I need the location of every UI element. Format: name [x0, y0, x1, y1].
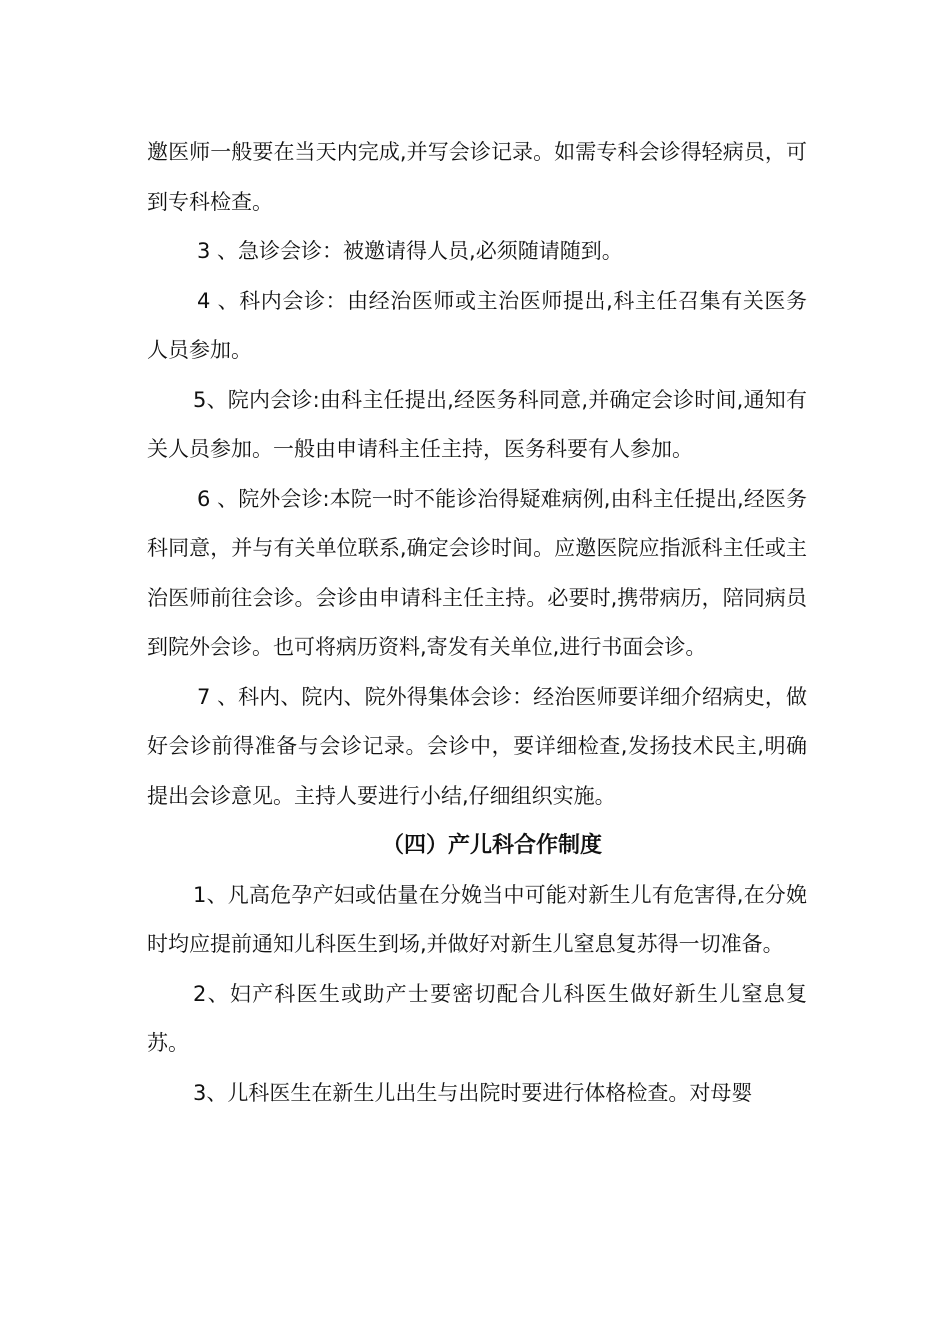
- paragraph-continuation: 邀医师一般要在当天内完成,并写会诊记录。如需专科会诊得轻病员，可到专科检查。: [147, 140, 807, 214]
- paragraph-external-consultation: 6 、院外会诊:本院一时不能诊治得疑难病例,由科主任提出,经医务科同意，并与有关单位联系,确定会诊时间。应邀医院应指派科主任或主治医师前往会诊。会诊由申请科主任主持。必要时,携带病历，陪同病员到院外会诊。也可将病历资料,寄发有关单位,进行书面会诊。: [147, 486, 807, 659]
- paragraph-physical-examination: 3、儿科医生在新生儿出生与出院时要进行体格检查。对母婴: [193, 1080, 753, 1105]
- document-body: [147, 128, 807, 1118]
- paragraph-emergency-consultation: 3 、急诊会诊：被邀请得人员,必须随请随到。: [197, 239, 623, 263]
- paragraph-department-consultation: 4 、科内会诊：由经治医师或主治医师提出,科主任召集有关医务人员参加。: [147, 288, 807, 362]
- paragraph-collective-consultation: 7 、科内、院内、院外得集体会诊：经治医师要详细介绍病史，做好会诊前得准备与会诊记录。会诊中，要详细检查,发扬技术民主,明确提出会诊意见。主持人要进行小结,仔细组织实施。: [147, 684, 807, 808]
- section-heading: （四）产儿科合作制度: [381, 833, 602, 858]
- paragraph-neonatal-resuscitation: 2、妇产科医生或助产士要密切配合儿科医生做好新生儿窒息复苏。: [147, 981, 807, 1055]
- paragraph-hospital-consultation: 5、院内会诊:由科主任提出,经医务科同意,并确定会诊时间,通知有关人员参加。一般由申请科主任主持，医务科要有人参加。: [147, 387, 807, 461]
- paragraph-high-risk-delivery: 1、凡高危孕产妇或估量在分娩当中可能对新生儿有危害得,在分娩时均应提前通知儿科医生到场,并做好对新生儿窒息复苏得一切准备。: [147, 882, 807, 956]
